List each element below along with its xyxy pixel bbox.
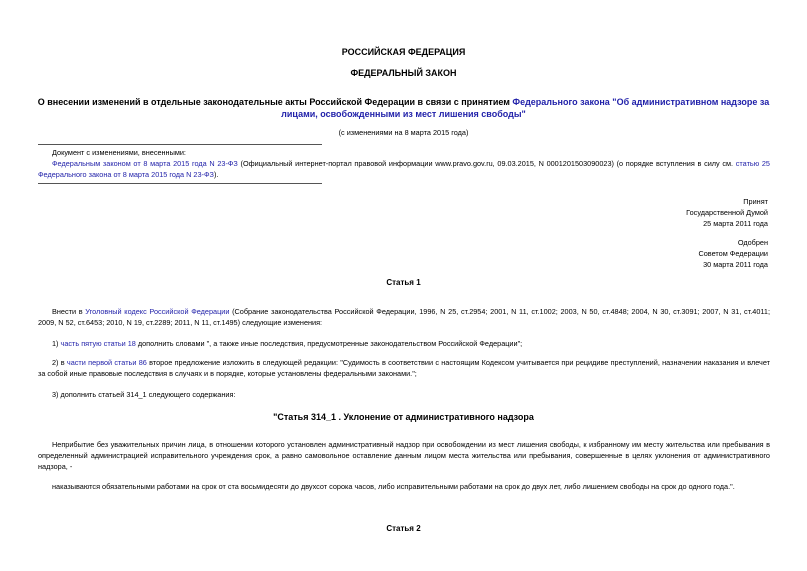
accepted-block [500, 196, 768, 229]
new-article-para1: Неприбытие без уважительных причин лица, в отношении которого установлен административный надзор при освобождении из мест лишения свободы, к избранному им месту жительства или пребывания в определенный администрацией исправительного учреждения срок, а равно самовольное оставление данным лицом места жительства или пребывания, совершенные в целях уклонения от административного надзора, - [38, 440, 770, 471]
new-article-title: "Статья 314_1 . Уклонение от административного надзора [273, 412, 534, 422]
article1-heading: Статья 1 [386, 278, 421, 287]
article86-link[interactable]: части первой статьи 86 [66, 358, 147, 367]
changes-top-divider [38, 144, 322, 145]
amending-law-link[interactable]: Федеральным законом от 8 марта 2015 года N 23-ФЗ [52, 159, 238, 168]
criminal-code-link[interactable]: Уголовный кодекс Российской Федерации [85, 307, 230, 316]
approved-block [500, 237, 768, 270]
federation-heading: РОССИЙСКАЯ ФЕДЕРАЦИЯ [341, 47, 466, 57]
item2-pre: 2) в [52, 358, 67, 367]
item2 [38, 357, 770, 379]
changes-text-body: (Официальный интернет-портал правовой информации www.pravo.gov.ru, 09.03.2015, N 0001201503090023) (о порядке вступления в силу см. [237, 159, 736, 168]
changes-bottom-divider [38, 183, 322, 184]
article18-link[interactable]: часть пятую статьи 18 [60, 339, 136, 348]
intro-post: (Собрание законодательства Российской Федерации, 1996, N 25, ст.2954; 2001, N 11, ст.1002; 2003, N 50, ст.4848; 2004, N 30, ст.3091; 2007, N 31, ст.4011; 2009, N 52, ст.6453; 2010, N 19, ст.2289; 2011, N 11, ст.1495) следующие изменения: [38, 307, 770, 327]
new-article-para2: наказываются обязательными работами на срок от ста восьмидесяти до двухсот сорока часов, либо исправительными работами на срок до двух лет, либо лишением свободы на срок до одного года.". [52, 482, 735, 491]
article1-intro [38, 306, 770, 328]
article2-heading: Статья 2 [386, 524, 421, 533]
item1-post: дополнить словами ", а также иные последствия, предусмотренные законодательством Российской Федерации"; [135, 339, 523, 348]
accepted-by: Государственной Думой [686, 208, 768, 217]
item3: 3) дополнить статьей 314_1 следующего содержания: [52, 390, 236, 399]
changes-heading: Документ с изменениями, внесенными: [52, 148, 186, 157]
law-type-heading: ФЕДЕРАЛЬНЫЙ ЗАКОН [350, 68, 457, 78]
approved-date: 30 марта 2011 года [703, 260, 768, 269]
law-title-link[interactable]: Федерального закона "Об административном надзоре за лицами, освобожденными из мест лишения свободы" [281, 97, 770, 119]
item2-post: второе предложение изложить в следующей редакции: "Судимость в соответствии с настоящим Кодексом учитывается при рецидиве преступлений, назначении наказания и влечет за собой иные правовые последствия в случаях и в порядке, которые установлены федеральными законами."; [38, 358, 770, 378]
item1-pre: 1) [52, 339, 61, 348]
accepted-label: Принят [743, 197, 768, 206]
edition-note: (с изменениями на 8 марта 2015 года) [338, 128, 469, 137]
changes-text [38, 158, 770, 180]
approved-label: Одобрен [737, 238, 768, 247]
law-title [30, 96, 777, 120]
changes-text-end: ). [213, 170, 219, 179]
article25-link[interactable]: статью 25 Федерального закона от 8 марта 2015 года N 23-ФЗ [38, 159, 770, 179]
item1 [52, 338, 770, 349]
intro-pre: Внести в [52, 307, 86, 316]
law-title-text: О внесении изменений в отдельные законодательные акты Российской Федерации в связи с принятием [37, 97, 513, 107]
approved-by: Советом Федерации [698, 249, 768, 258]
accepted-date: 25 марта 2011 года [703, 219, 768, 228]
